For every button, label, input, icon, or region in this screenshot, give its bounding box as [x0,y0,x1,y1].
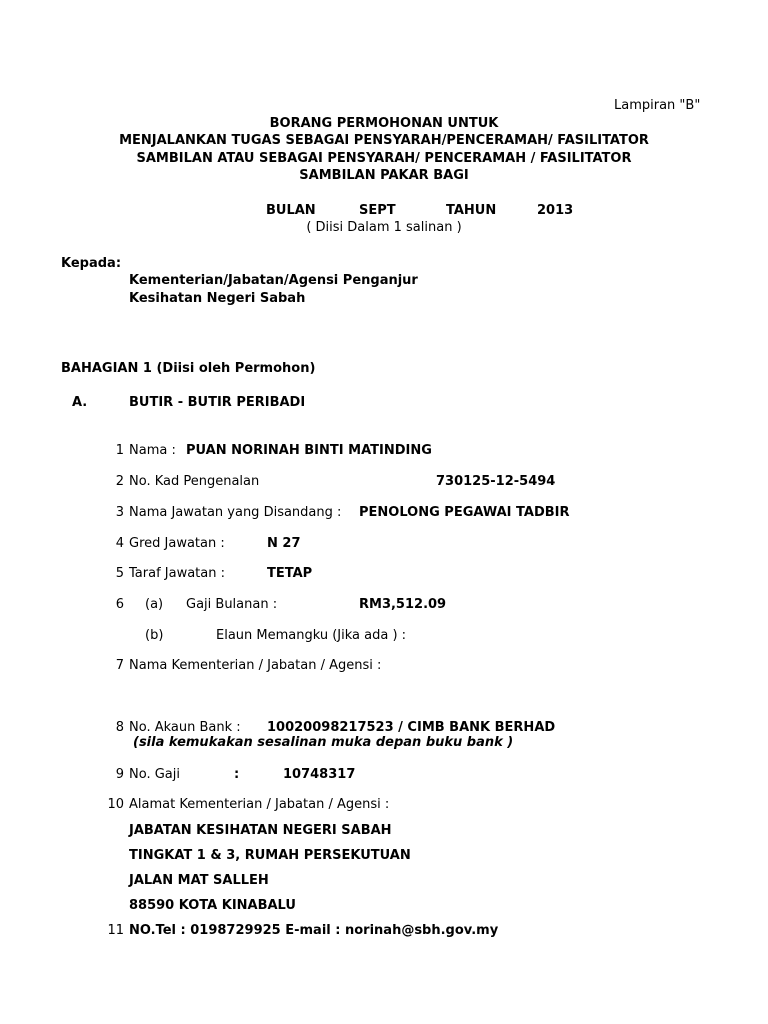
bulan-label: BULAN [266,203,316,218]
field-3-label: Nama Jawatan yang Disandang : [129,505,342,520]
bank-account-note: (sila kemukakan sesalinan muka depan buku bank ) [133,735,514,750]
section-title: BAHAGIAN 1 (Diisi oleh Permohon) [61,361,316,376]
field-4-number: 4 [115,536,124,551]
bank-account-value: 10020098217523 / CIMB BANK BERHAD [267,720,556,735]
contact-value: NO.Tel : 0198729925 E-mail : norinah@sbh.gov.my [129,923,499,938]
copies-note: ( Diisi Dalam 1 salinan ) [306,220,462,235]
field-9-label: No. Gaji [129,767,180,782]
field-2-label: No. Kad Pengenalan [129,474,260,489]
field-6a-label: Gaji Bulanan : [186,597,278,612]
field-6b-label: Elaun Memangku (Jika ada ) : [216,628,407,643]
lampiran-label: Lampiran "B" [614,98,701,113]
field-7-label: Nama Kementerian / Jabatan / Agensi : [129,658,382,673]
form-title-line-3: SAMBILAN ATAU SEBAGAI PENSYARAH/ PENCERAMAH / FASILITATOR [136,151,632,166]
recipient-label: Kepada: [61,256,122,271]
field-1-label: Nama : [129,443,176,458]
field-9-number: 9 [115,767,124,782]
form-title-line-1: BORANG PERMOHONAN UNTUK [269,116,499,131]
field-8-label: No. Akaun Bank : [129,720,241,735]
tahun-value: 2013 [537,203,574,218]
field-1-number: 1 [115,443,124,458]
field-2-number: 2 [115,474,124,489]
field-7-number: 7 [115,658,124,673]
field-5-number: 5 [115,566,124,581]
form-title-line-4: SAMBILAN PAKAR BAGI [299,168,469,183]
bulan-value: SEPT [359,203,396,218]
position-value: PENOLONG PEGAWAI TADBIR [359,505,570,520]
form-title-line-2: MENJALANKAN TUGAS SEBAGAI PENSYARAH/PENCERAMAH/ FASILITATOR [119,133,649,148]
grade-value: N 27 [267,536,301,551]
field-10-label: Alamat Kementerian / Jabatan / Agensi : [129,797,390,812]
address-line-2: TINGKAT 1 & 3, RUMAH PERSEKUTUAN [129,848,411,863]
field-5-label: Taraf Jawatan : [129,566,225,581]
subsection-title: BUTIR - BUTIR PERIBADI [129,395,306,410]
ic-number-value: 730125-12-5494 [436,474,556,489]
recipient-line-2: Kesihatan Negeri Sabah [129,291,306,306]
tahun-label: TAHUN [446,203,497,218]
recipient-line-1: Kementerian/Jabatan/Agensi Penganjur [129,273,418,288]
address-line-1: JABATAN KESIHATAN NEGERI SABAH [129,823,392,838]
field-9-colon: : [234,767,240,782]
field-4-label: Gred Jawatan : [129,536,225,551]
field-6a-marker: (a) [145,597,164,612]
field-3-number: 3 [115,505,124,520]
subsection-letter: A. [72,395,88,410]
field-10-number: 10 [107,797,124,812]
address-line-3: JALAN MAT SALLEH [129,873,269,888]
salary-value: RM3,512.09 [359,597,447,612]
status-value: TETAP [267,566,313,581]
field-8-number: 8 [115,720,124,735]
field-6-number: 6 [115,597,124,612]
name-value: PUAN NORINAH BINTI MATINDING [186,443,432,458]
field-6b-marker: (b) [145,628,164,643]
salary-number-value: 10748317 [283,767,356,782]
field-11-number: 11 [107,923,124,938]
address-line-4: 88590 KOTA KINABALU [129,898,296,913]
